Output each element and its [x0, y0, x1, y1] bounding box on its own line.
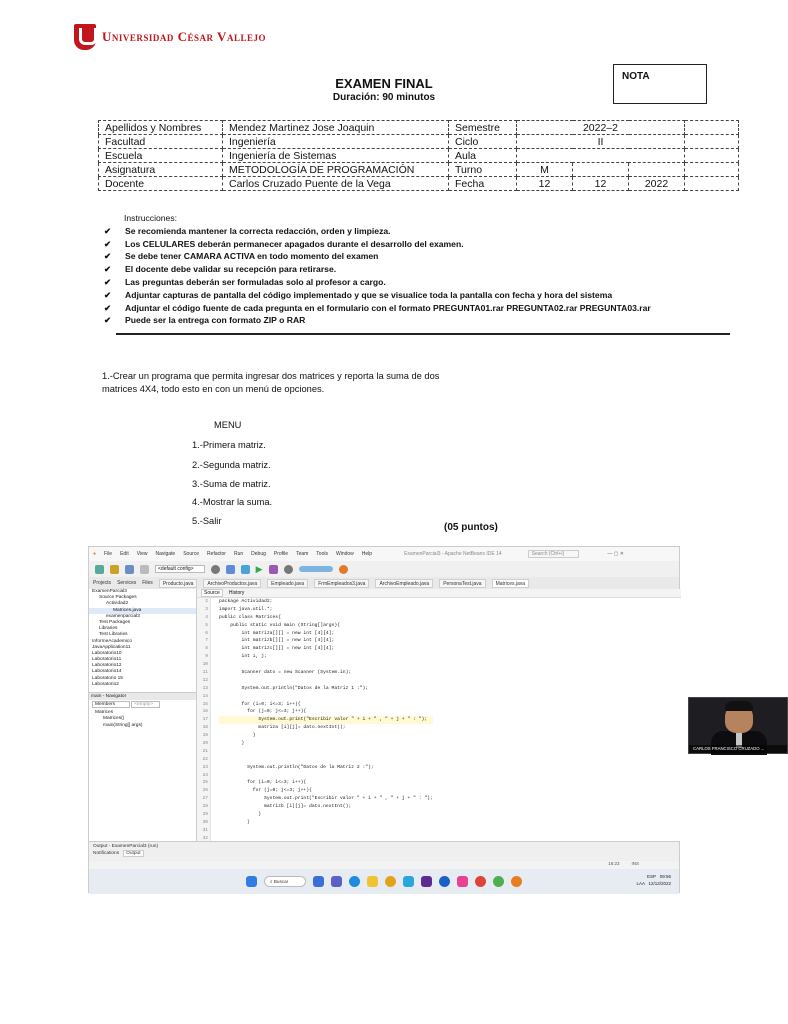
- line-number: 8: [205, 646, 208, 652]
- code-line[interactable]: matrizb [i][j]= dato.nextInt();: [219, 804, 352, 810]
- tree-item[interactable]: InformeAcademico: [92, 638, 132, 644]
- instruction-text: Se recomienda mantener la correcta redacción, orden y limpieza.: [125, 225, 391, 236]
- ide-screenshot: [88, 546, 765, 893]
- line-number: 30: [202, 819, 208, 825]
- instructions: [104, 212, 651, 327]
- line-number: 25: [202, 780, 208, 786]
- label-cell: Apellidos y Nombres: [99, 121, 223, 135]
- tree-item[interactable]: Actividad2: [106, 601, 129, 607]
- cursor-position: 16:23: [608, 861, 620, 866]
- menu-team[interactable]: Team: [296, 551, 309, 557]
- settings-icon[interactable]: [211, 565, 220, 574]
- code-line[interactable]: [219, 756, 433, 764]
- code-line[interactable]: int matriza[][] = new int [4][4];: [219, 630, 335, 636]
- windows-taskbar: [89, 869, 679, 894]
- debug-icon[interactable]: [269, 565, 278, 574]
- memory-indicator: [299, 566, 333, 572]
- line-number: 16: [202, 709, 208, 715]
- new-file-icon[interactable]: [95, 565, 104, 574]
- code-line[interactable]: [219, 827, 433, 835]
- value-cell: II: [517, 135, 685, 149]
- build-icon[interactable]: [226, 565, 235, 574]
- tree-item[interactable]: examenparcial3: [106, 613, 140, 619]
- menu-tools[interactable]: Tools: [316, 551, 328, 557]
- menu-title: MENU: [214, 420, 242, 430]
- teams-icon[interactable]: [331, 876, 342, 887]
- tab-services[interactable]: Services: [117, 580, 137, 586]
- tab-frmempleados3[interactable]: FrmEmpleados3.java: [314, 579, 369, 588]
- label-cell: Facultad: [99, 135, 223, 149]
- list-item: [104, 238, 651, 251]
- university-logo: [74, 24, 266, 50]
- code-line[interactable]: matriza [i][j]= dato.nextInt();: [219, 725, 346, 731]
- window-controls[interactable]: — ▢ ✕: [607, 551, 624, 557]
- empty-cell: [685, 163, 739, 177]
- instagram-icon[interactable]: [457, 876, 468, 887]
- code-line[interactable]: }: [219, 733, 256, 739]
- list-item: [104, 314, 651, 327]
- project-tree: [89, 589, 197, 841]
- label-cell: Semestre: [449, 121, 517, 135]
- code-line[interactable]: [219, 772, 433, 780]
- taskbar-search[interactable]: ⌕ Buscar: [264, 876, 306, 887]
- menu-refactor[interactable]: Refactor: [207, 551, 226, 557]
- code-line[interactable]: for (i=0; i<=3; i++){: [219, 701, 301, 707]
- code-line[interactable]: System.out.println("Datos de la Matriz 1 :");: [219, 685, 369, 691]
- output-panel: [89, 841, 679, 861]
- code-line[interactable]: }: [219, 812, 262, 818]
- code-line[interactable]: [219, 693, 433, 701]
- save-icon[interactable]: [125, 565, 134, 574]
- code-line[interactable]: }: [219, 819, 250, 825]
- tab-personatest[interactable]: PersonaTest.java: [439, 579, 485, 588]
- code-line[interactable]: for (j=0; j<=3; j++){: [219, 709, 307, 715]
- grade-box: [613, 64, 707, 104]
- menu-option: 3.-Suma de matriz.: [192, 479, 271, 489]
- empty-cell: [685, 149, 739, 163]
- checkmark-icon: ✔: [104, 315, 112, 326]
- table-row: [99, 121, 739, 135]
- label-cell: Ciclo: [449, 135, 517, 149]
- navigator-header[interactable]: main - Navigator: [89, 692, 196, 700]
- output-title[interactable]: Output - ExamenParcial3 (run): [93, 844, 159, 849]
- open-project-icon[interactable]: [110, 565, 119, 574]
- tree-item[interactable]: Laboratorio2: [92, 681, 119, 687]
- line-number: 2: [205, 599, 208, 604]
- code-line[interactable]: public class Matrices{: [219, 614, 281, 620]
- line-number: 11: [202, 670, 208, 676]
- empty-cell: [629, 163, 685, 177]
- tab-archivoproductos[interactable]: ArchivoProductos.java: [203, 579, 261, 588]
- line-number: 13: [202, 685, 208, 691]
- instruction-text: Las preguntas deberán ser formuladas solo al profesor a cargo.: [125, 276, 386, 287]
- code-line[interactable]: package Actividad2;: [219, 599, 273, 604]
- line-number: 24: [202, 772, 208, 778]
- tab-output[interactable]: Output: [123, 850, 143, 857]
- code-line[interactable]: import java.util.*;: [219, 606, 273, 612]
- value-cell: [517, 149, 685, 163]
- code-line[interactable]: System.out.println("Datos de la Matriz 2 :");: [219, 764, 374, 770]
- tree-item[interactable]: Laboratorio12: [92, 663, 122, 669]
- line-number: 10: [202, 662, 208, 668]
- checkmark-icon: ✔: [104, 289, 112, 300]
- line-number: 29: [202, 812, 208, 818]
- student-info-table: [98, 120, 739, 191]
- tree-item[interactable]: Libraries: [99, 626, 118, 632]
- grade-label: NOTA: [622, 71, 650, 82]
- line-number: 5: [205, 622, 208, 628]
- list-item: [104, 225, 651, 238]
- line-number: 4: [205, 614, 208, 620]
- line-number: 20: [202, 741, 208, 747]
- code-line[interactable]: Scanner dato = new Scanner (System.in);: [219, 670, 352, 676]
- profile-icon[interactable]: [284, 565, 293, 574]
- checkmark-icon: ✔: [104, 225, 112, 236]
- instruction-text: Los CELULARES deberán permanecer apagados durante el desarrollo del examen.: [125, 238, 464, 249]
- label-cell: Docente: [99, 177, 223, 191]
- undo-icon[interactable]: [140, 565, 149, 574]
- insert-mode: INS: [631, 861, 639, 866]
- tree-item[interactable]: Laboratorio 15: [92, 675, 123, 681]
- line-number: 28: [202, 804, 208, 810]
- navigator-scope[interactable]: <empty>: [131, 701, 160, 708]
- explorer-icon[interactable]: [367, 876, 378, 887]
- edge-icon[interactable]: [349, 876, 360, 887]
- exam-duration: Duración: 90 minutos: [332, 92, 436, 103]
- tab-files[interactable]: Files: [142, 580, 153, 586]
- clock-time[interactable]: 09:56: [659, 874, 671, 879]
- menu-option: 2.-Segunda matriz.: [192, 460, 271, 470]
- empty-cell: [685, 135, 739, 149]
- code-line[interactable]: [219, 748, 433, 756]
- line-number: 21: [202, 748, 208, 754]
- tree-item[interactable]: Matrices.java: [89, 608, 196, 614]
- instruction-text: Puede ser la entrega con formato ZIP o RAR: [125, 315, 306, 326]
- netbeans-icon: ●: [93, 551, 97, 557]
- instruction-text: Adjuntar capturas de pantalla del código implementado y que se visualice toda la pantalla con fecha y hora del sistema: [125, 289, 613, 300]
- vs-icon[interactable]: [421, 876, 432, 887]
- value-cell: METODOLOGÍA DE PROGRAMACIÓN: [223, 163, 449, 177]
- chrome-icon[interactable]: [385, 876, 396, 887]
- run-icon[interactable]: ▶: [255, 563, 263, 574]
- line-number: 19: [202, 733, 208, 739]
- date-month: 12: [573, 177, 629, 191]
- line-number: 23: [202, 764, 208, 770]
- tree-item[interactable]: Laboratorio11: [92, 657, 122, 663]
- webcam-label: CARLOS FRANCISCO CRUZADO ...: [689, 745, 787, 753]
- code-line[interactable]: System.out.print("Escribir valor " + i + " , " + j + " : ");: [219, 796, 433, 802]
- value-cell: Carlos Cruzado Puente de la Vega: [223, 177, 449, 191]
- ide-menubar: [89, 547, 679, 561]
- tree-item[interactable]: Laboratorio10: [92, 650, 122, 656]
- code-line[interactable]: int i, j;: [219, 654, 267, 660]
- label-cell: Asignatura: [99, 163, 223, 177]
- language-indicator[interactable]: ESP: [647, 874, 656, 879]
- source-code[interactable]: [219, 598, 433, 843]
- checkmark-icon: ✔: [104, 302, 112, 313]
- instructions-heading: Instrucciones:: [124, 213, 178, 223]
- system-tray: [636, 873, 671, 887]
- menu-file[interactable]: File: [104, 551, 113, 557]
- code-line[interactable]: public static void main (String[]args){: [219, 622, 340, 628]
- editor-tab-source[interactable]: Source: [201, 589, 223, 597]
- code-line[interactable]: int matrizb[][] = new int [4][4];: [219, 638, 335, 644]
- line-number: 14: [202, 693, 208, 699]
- question-text: 1.-Crear un programa que permita ingresar dos matrices y reporta la suma de dos matrices 4X4, todo esto en con un menú de opciones.: [102, 371, 440, 394]
- tab-empleado[interactable]: Empleado.java: [267, 579, 308, 588]
- list-item: [104, 250, 651, 263]
- menu-help[interactable]: Help: [361, 551, 373, 557]
- taskview-icon[interactable]: [313, 876, 324, 887]
- exam-title: EXAMEN FINAL: [335, 76, 433, 91]
- tab-projects[interactable]: Projects: [93, 580, 112, 586]
- navigator-item[interactable]: Matrices(): [103, 716, 125, 722]
- value-cell: Mendez Martinez Jose Joaquin: [223, 121, 449, 135]
- empty-cell: [573, 163, 629, 177]
- netbeans-icon[interactable]: [511, 876, 522, 887]
- label-cell: Fecha: [449, 177, 517, 191]
- tree-item[interactable]: ExamenParcial3: [92, 589, 127, 594]
- line-number: 22: [202, 756, 208, 762]
- chrome-icon[interactable]: [475, 876, 486, 887]
- line-number: 9: [205, 654, 208, 660]
- table-row: [99, 177, 739, 191]
- navigator-filter[interactable]: Members: [92, 701, 130, 708]
- status-bar: [89, 861, 679, 869]
- line-number: 15: [202, 701, 208, 707]
- code-line[interactable]: [219, 661, 433, 669]
- menu-navigate[interactable]: Navigate: [155, 551, 176, 557]
- value-cell: Ingeniería: [223, 135, 449, 149]
- line-number: 32: [202, 835, 208, 841]
- clean-build-icon[interactable]: [241, 565, 250, 574]
- menu-option: 1.-Primera matriz.: [192, 440, 266, 450]
- divider: [116, 333, 730, 335]
- table-row: [99, 135, 739, 149]
- value-cell: Ingeniería de Sistemas: [223, 149, 449, 163]
- menu-run[interactable]: Run: [233, 551, 244, 557]
- checkmark-icon: ✔: [104, 251, 112, 262]
- instruction-text: El docente debe validar su recepción para retirarse.: [125, 264, 337, 275]
- chrome-icon[interactable]: [493, 876, 504, 887]
- windows-start-icon[interactable]: [246, 876, 257, 887]
- table-row: [99, 149, 739, 163]
- app-icon[interactable]: [439, 876, 450, 887]
- navigator-item[interactable]: Matrices: [95, 710, 114, 716]
- tab-producto[interactable]: Producto.java: [159, 579, 198, 588]
- config-select[interactable]: <default config>: [155, 565, 205, 573]
- clock-date[interactable]: 12/12/2022: [648, 881, 671, 886]
- line-numbers: [197, 598, 211, 841]
- line-number: 6: [205, 630, 208, 636]
- question-points: (05 puntos): [444, 522, 498, 533]
- code-line[interactable]: for (i=0; i<=3; i++){: [219, 780, 307, 786]
- checkmark-icon: ✔: [104, 276, 112, 287]
- label-cell: Turno: [449, 163, 517, 177]
- instruction-text: Adjuntar el código fuente de cada pregunta en el formulario con el formato PREGUNTA01.rar PREGUNTA02.rar PREGUNTA03.rar: [125, 302, 651, 313]
- date-year: 2022: [629, 177, 685, 191]
- date-day: 12: [517, 177, 573, 191]
- code-line[interactable]: for (j=0; j<=3; j++){: [219, 788, 312, 794]
- line-number: 7: [205, 638, 208, 644]
- label-cell: Aula: [449, 149, 517, 163]
- window-title: ExamenParcial3 - Apache NetBeans IDE 14: [404, 551, 502, 557]
- line-number: 27: [202, 796, 208, 802]
- ide-toolbar: [89, 561, 679, 577]
- empty-cell: [685, 177, 739, 191]
- tab-archivoempleado[interactable]: ArchivoEmpleado.java: [375, 579, 433, 588]
- store-icon[interactable]: [403, 876, 414, 887]
- ide-tabs: [89, 577, 679, 589]
- code-line[interactable]: }: [219, 741, 245, 747]
- list-item: [104, 289, 651, 302]
- checkmark-icon: ✔: [104, 264, 112, 275]
- menu-option: 5.-Salir: [192, 516, 222, 526]
- menu-option: 4.-Mostrar la suma.: [192, 497, 273, 507]
- tab-matrices[interactable]: Matrices.java: [492, 579, 529, 588]
- line-number: 12: [202, 677, 208, 683]
- tree-item[interactable]: JavaApplication11: [92, 644, 131, 650]
- table-row: [99, 163, 739, 177]
- tree-item[interactable]: Test Packages: [99, 619, 131, 625]
- value-cell: M: [517, 163, 573, 177]
- menu-edit[interactable]: Edit: [120, 551, 129, 557]
- menu-source[interactable]: Source: [183, 551, 200, 557]
- webcam-overlay: [688, 697, 788, 754]
- list-item: [104, 276, 651, 289]
- code-line[interactable]: System.out.print("Escribir valor " + i + " , " + j + " : ");: [219, 716, 433, 724]
- editor-tab-history[interactable]: History: [228, 590, 245, 596]
- tree-item[interactable]: Source Packages: [99, 595, 137, 601]
- tab-notifications[interactable]: Notifications: [93, 851, 120, 856]
- menu-window[interactable]: Window: [335, 551, 354, 557]
- label-cell: Escuela: [99, 149, 223, 163]
- university-name: Universidad César Vallejo: [102, 29, 266, 44]
- list-item: [104, 263, 651, 276]
- line-number: 26: [202, 788, 208, 794]
- line-number: 17: [202, 717, 208, 723]
- list-item: [104, 302, 651, 315]
- keyboard-indicator[interactable]: LAA: [636, 881, 645, 886]
- line-number: 18: [202, 725, 208, 731]
- menu-debug[interactable]: Debug: [251, 551, 266, 557]
- line-number: 31: [202, 827, 208, 833]
- editor-toolbar: [197, 589, 681, 598]
- menu-view[interactable]: View: [136, 551, 148, 557]
- code-editor[interactable]: [197, 589, 765, 841]
- navigator-item[interactable]: main(String[] args): [103, 722, 143, 728]
- line-number: 3: [205, 606, 208, 612]
- gc-icon[interactable]: [339, 565, 348, 574]
- ide-search-input[interactable]: Search (Ctrl+I): [528, 550, 580, 558]
- code-line[interactable]: [219, 677, 433, 685]
- tree-item[interactable]: Test Libraries: [99, 632, 128, 638]
- empty-cell: [685, 121, 739, 135]
- value-cell: 2022–2: [517, 121, 685, 135]
- instruction-text: Se debe tener CAMARA ACTIVA en todo momento del examen: [125, 251, 379, 262]
- checkmark-icon: ✔: [104, 238, 112, 249]
- tree-item[interactable]: Laboratorio14: [92, 669, 122, 675]
- menu-profile[interactable]: Profile: [273, 551, 289, 557]
- shield-icon: [74, 24, 96, 50]
- code-line[interactable]: int matrizc[][] = new int [4][4];: [219, 646, 335, 652]
